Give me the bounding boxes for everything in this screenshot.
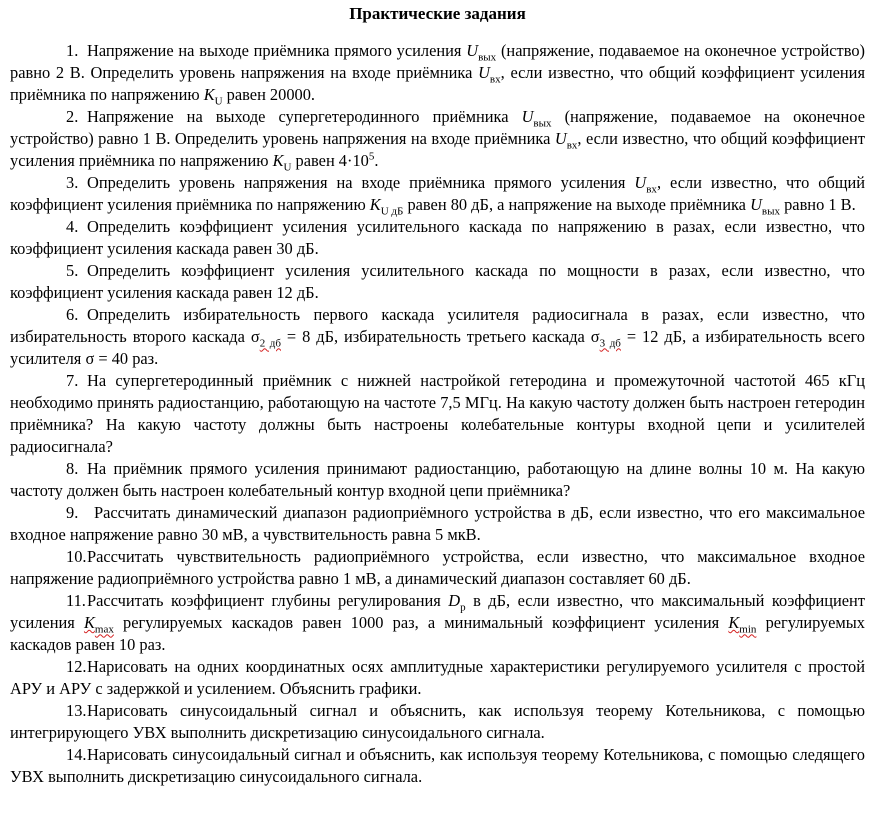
task-item xyxy=(10,502,865,546)
task-text: равно 1 В. xyxy=(780,195,856,214)
task-item xyxy=(10,172,865,216)
task-text: Рассчитать чувствительность радиоприёмного устройства, если известно, что максимальное входное напряжение радиоприёмного устройства равно 1 мВ, а динамический диапазон составляет 60 дБ. xyxy=(10,547,865,588)
task-text: , если известно, что общий коэффициент усиления приёмника по напряжению xyxy=(10,63,865,104)
task-text: Рассчитать динамический диапазон радиоприёмного устройства в дБ, если известно, что его максимальное входное напряжение равно 30 мВ, а чувствительность равна 5 мкВ. xyxy=(10,503,865,544)
task-text: , если известно, что общий коэффициент усиления приёмника по напряжению xyxy=(10,129,865,170)
task-text: (напряжение, подаваемое на оконечное устройство) равно 2 В. Определить уровень напряжения на входе приёмника xyxy=(10,41,865,82)
task-number: 14. xyxy=(66,745,87,764)
task-number: 7. xyxy=(66,371,79,390)
task-text: равен 80 дБ, а напряжение на выходе приёмника xyxy=(403,195,751,214)
task-item xyxy=(10,40,865,106)
task-text: U xyxy=(634,173,647,192)
task-text: Напряжение на выходе приёмника прямого усиления xyxy=(87,41,467,60)
task-list xyxy=(10,40,865,788)
task-number: 11. xyxy=(66,591,86,610)
task-text: U xyxy=(554,129,567,148)
task-item xyxy=(10,656,865,700)
task-text: р xyxy=(460,601,466,614)
task-text: D xyxy=(448,591,461,610)
task-number: 9. xyxy=(66,503,79,522)
task-text: в дБ, если известно, что максимальный коэффициент усиления xyxy=(10,591,865,632)
task-text: U дБ xyxy=(380,205,404,218)
task-number: 13. xyxy=(66,701,87,720)
task-text: K xyxy=(369,195,381,214)
task-text: U xyxy=(478,63,490,82)
task-text: вх xyxy=(566,139,578,152)
task-text: Рассчитать коэффициент глубины регулирования xyxy=(87,591,449,610)
task-number: 8. xyxy=(66,459,79,478)
task-text: = 12 дБ, а избирательность всего усилителя σ = 40 раз. xyxy=(10,327,865,368)
task-item xyxy=(10,700,865,744)
task-text: вых xyxy=(478,51,497,64)
task-item xyxy=(10,546,865,590)
task-text: = 8 дБ, избирательность третьего каскада σ xyxy=(280,327,600,346)
task-text: U xyxy=(283,161,292,174)
task-text: Напряжение на выходе супергетеродинного приёмника xyxy=(87,107,522,126)
task-text: Определить коэффициент усиления усилительного каскада по мощности в разах, если известно, что коэффициент усиления каскада равен 12 дБ. xyxy=(10,261,865,302)
task-text: На супергетеродинный приёмник с нижней настройкой гетеродина и промежуточной частотой 465 кГц необходимо принять радиостанцию, работающую на частоте 7,5 МГц. На какую частоту должен быть настроен гетеродин приёмника? На какую частоту должны быть настроены колебательные контуры входной цепи и усилителей радиосигнала? xyxy=(10,371,865,456)
task-text: вых xyxy=(761,205,780,218)
task-text: Определить уровень напряжения на входе приёмника прямого усиления xyxy=(87,173,635,192)
task-text: вх xyxy=(489,73,501,86)
task-text: K xyxy=(83,613,95,632)
task-text: Определить избирательность первого каскада усилителя радиосигнала в разах, если известно, что избирательность второго каскада σ xyxy=(10,305,865,346)
task-text: Нарисовать синусоидальный сигнал и объяснить, как используя теорему Котельникова, с помощью интегрирующего УВХ выполнить дискретизацию синусоидального сигнала. xyxy=(10,701,865,742)
task-text: (напряжение, подаваемое на оконечное устройство) равно 1 В. Определить уровень напряжения на входе приёмника xyxy=(10,107,865,148)
task-number: 1. xyxy=(66,41,79,60)
task-item xyxy=(10,216,865,260)
task-number: 4. xyxy=(66,217,79,236)
task-text: 3 дб xyxy=(599,337,621,350)
task-text: min xyxy=(739,623,757,636)
task-item xyxy=(10,744,865,788)
task-text: K xyxy=(728,613,740,632)
task-text: max xyxy=(94,623,114,636)
task-number: 10. xyxy=(66,547,87,566)
task-item xyxy=(10,304,865,370)
task-text: . xyxy=(374,151,379,170)
task-number: 2. xyxy=(66,107,79,126)
task-item xyxy=(10,370,865,458)
task-text: U xyxy=(466,41,479,60)
task-number: 5. xyxy=(66,261,79,280)
task-text: U xyxy=(750,195,762,214)
task-text: K xyxy=(203,85,215,104)
task-text: регулируемых каскадов равен 1000 раз, а минимальный коэффициент усиления xyxy=(113,613,729,632)
task-text: 2 дб xyxy=(259,337,281,350)
task-item xyxy=(10,590,865,656)
task-text: равен 20000. xyxy=(222,85,316,104)
task-item xyxy=(10,260,865,304)
task-text: U xyxy=(214,95,223,108)
task-text: регулируемых каскадов равен 10 раз. xyxy=(10,613,865,654)
page-title: Практические задания xyxy=(349,4,526,23)
task-text: K xyxy=(272,151,284,170)
task-text: , если известно, что общий коэффициент усиления приёмника по напряжению xyxy=(10,173,865,214)
task-text: вх xyxy=(646,183,657,196)
task-text: Определить коэффициент усиления усилительного каскада по напряжению в разах, если известно, что коэффициент усиления каскада равен 30 дБ. xyxy=(10,217,865,258)
task-text: Нарисовать на одних координатных осях амплитудные характеристики регулируемого усилителя с простой АРУ и АРУ с задержкой и усилением. Объяснить графики. xyxy=(10,657,865,698)
task-text: U xyxy=(521,107,534,126)
task-text: Нарисовать синусоидальный сигнал и объяснить, как используя теорему Котельникова, с помощью следящего УВХ выполнить дискретизацию синусоидального сигнала. xyxy=(10,745,865,786)
task-text: 5 xyxy=(368,150,375,163)
task-number: 6. xyxy=(66,305,79,324)
task-text: равен 4·10 xyxy=(291,151,369,170)
task-item xyxy=(10,106,865,172)
task-item xyxy=(10,458,865,502)
task-text: На приёмник прямого усиления принимают радиостанцию, работающую на длине волны 10 м. На какую частоту должен быть настроен колебательный контур входной цепи приёмника? xyxy=(10,459,865,500)
task-number: 12. xyxy=(66,657,87,676)
task-number: 3. xyxy=(66,173,79,192)
task-text: вых xyxy=(533,117,552,130)
